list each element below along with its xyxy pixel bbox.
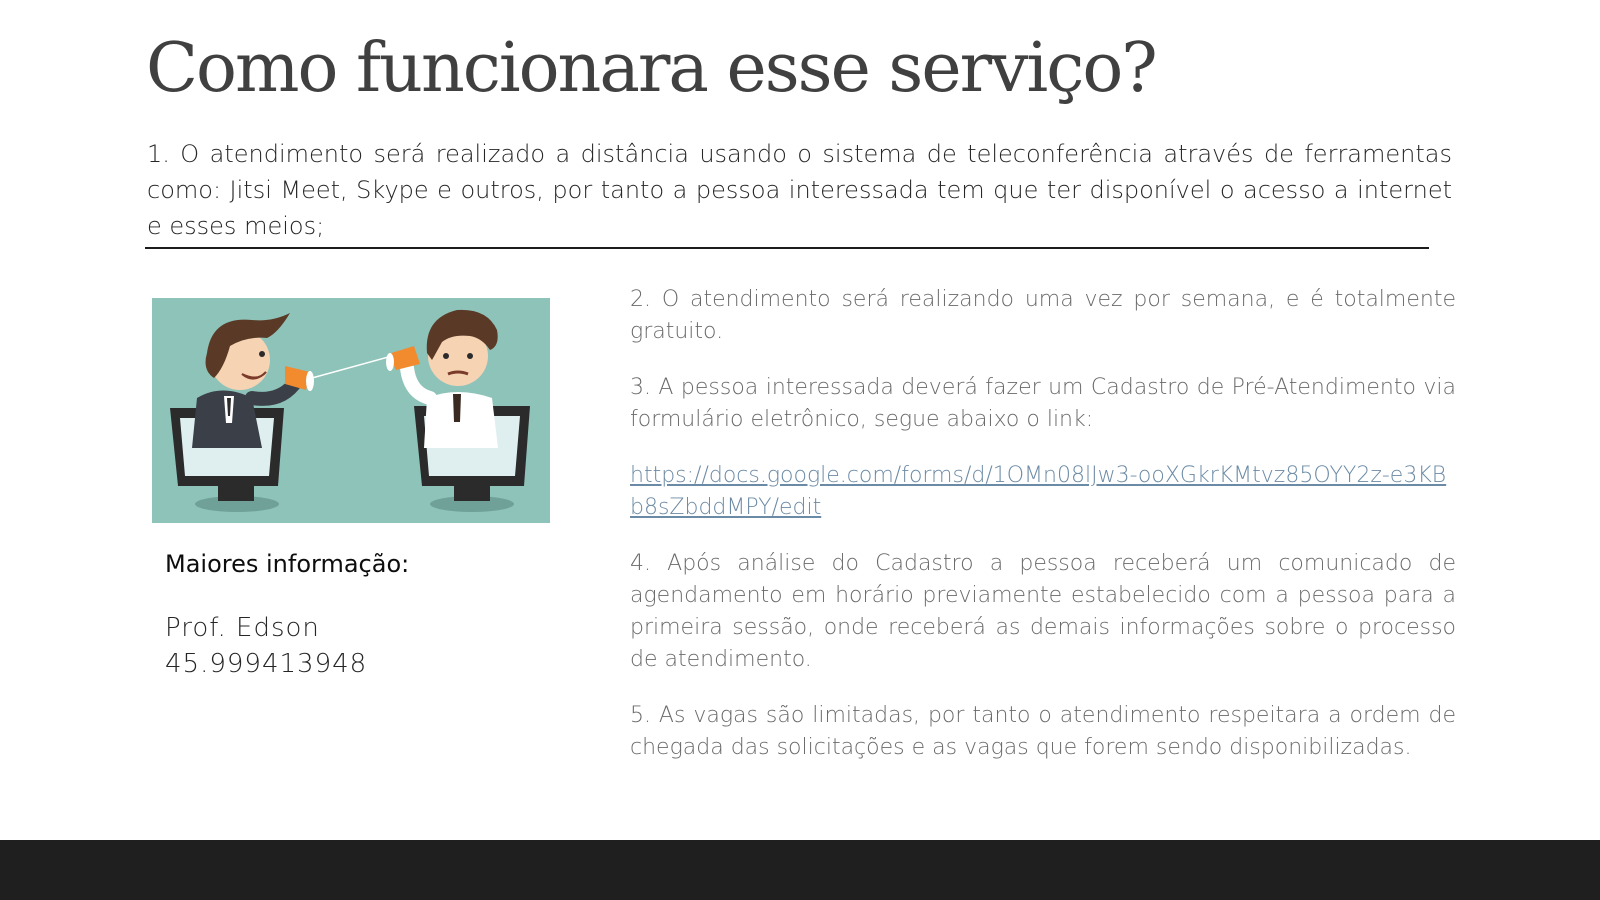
contact-heading: Maiores informação: — [165, 550, 410, 578]
slide-title: Como funcionara esse serviço? — [146, 29, 1156, 108]
registration-form-link[interactable]: https://docs.google.com/forms/d/1OMn08lJw3-ooXGkrKMtvz85OYY2z-e3KBb8sZbddMPY/edit — [630, 463, 1447, 520]
tin-can-telephone-illustration — [152, 298, 550, 523]
right-businessman-icon — [386, 310, 498, 448]
intro-paragraph: 1. O atendimento será realizado a distância usando o sistema de teleconferência através de ferramentas como: Jitsi Meet, Skype e outros, por tanto a pessoa interessada tem que ter disponível o acesso a internet e esses meios; — [147, 140, 1452, 240]
step-3-text: 3. A pessoa interessada deverá fazer um Cadastro de Pré-Atendimento via formulário eletrônico, segue abaixo o link: — [630, 375, 1456, 432]
step-4-text: 4. Após análise do Cadastro a pessoa receberá um comunicado de agendamento em horário previamente estabelecido com a pessoa para a primeira sessão, onde receberá as demais informações sobre o processo de atendimento. — [630, 551, 1456, 672]
left-businessman-icon — [192, 313, 314, 448]
contact-phone: 45.999413948 — [165, 649, 368, 679]
step-2-text: 2. O atendimento será realizando uma vez por semana, e é totalmente gratuito. — [630, 287, 1456, 344]
contact-name: Prof. Edson — [165, 613, 320, 643]
service-steps — [630, 284, 1456, 788]
divider-line — [145, 247, 1429, 249]
footer-bar — [0, 840, 1600, 900]
step-5-text: 5. As vagas são limitadas, por tanto o atendimento respeitara a ordem de chegada das solicitações e as vagas que forem sendo disponibilizadas. — [630, 703, 1456, 760]
contact-info — [165, 546, 409, 682]
